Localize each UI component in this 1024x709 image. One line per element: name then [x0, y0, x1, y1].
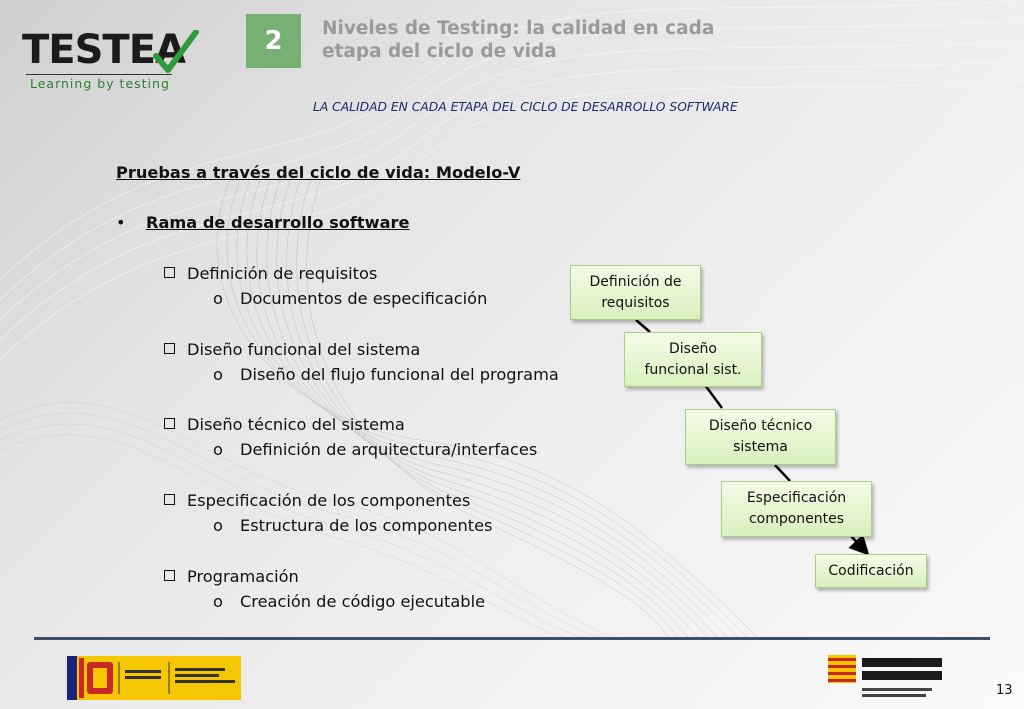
step-label-line-1: Especificación — [746, 490, 847, 506]
list-sub-item-label: Documentos de especificación — [240, 289, 488, 308]
list-sub-item — [213, 513, 492, 538]
checkbox-bullet-icon — [164, 267, 175, 278]
logo-wordmark: TESTEA — [22, 27, 185, 73]
list-sub-item-label: Creación de código ejecutable — [240, 592, 486, 611]
step-label-line-2: componentes — [748, 511, 845, 527]
checkbox-bullet-icon — [164, 570, 175, 581]
chapter-title-line-2: etapa del ciclo de vida — [322, 41, 557, 62]
list-item-label: Diseño técnico del sistema — [187, 415, 405, 434]
bullet-development-branch — [116, 210, 409, 235]
slide-subtitle: LA CALIDAD EN CADA ETAPA DEL CICLO DE DESARROLLO SOFTWARE — [313, 100, 738, 114]
step-label-line-2: requisitos — [601, 294, 670, 311]
list-sub-item — [213, 437, 537, 462]
checkbox-bullet-icon — [164, 494, 175, 505]
list-item-label: Programación — [187, 567, 299, 586]
sub-bullet-marker: o — [213, 516, 223, 535]
list-sub-item-label: Definición de arquitectura/interfaces — [240, 440, 538, 459]
gobierno-aragon-seal — [828, 655, 968, 705]
chapter-title-line-1: Niveles de Testing: la calidad en cada — [322, 18, 715, 39]
step-label-line-1: Diseño técnico — [708, 418, 813, 434]
list-item — [164, 261, 377, 286]
step-label-line-1: Definición de — [589, 273, 682, 290]
sub-bullet-marker: o — [213, 289, 223, 308]
list-item-label: Especificación de los componentes — [187, 491, 471, 510]
list-item — [164, 488, 470, 513]
list-sub-item — [213, 589, 485, 614]
list-sub-item — [213, 362, 559, 387]
step-label-line-2: sistema — [733, 439, 788, 455]
diagram-step-coding — [815, 554, 927, 588]
footer-divider — [34, 637, 990, 640]
sub-bullet-marker: o — [213, 440, 223, 459]
bullet-text: Rama de desarrollo software — [146, 213, 410, 232]
logo-divider — [26, 74, 172, 75]
list-item — [164, 337, 420, 362]
page-number: 13 — [996, 683, 1013, 698]
list-item-label: Diseño funcional del sistema — [187, 340, 421, 359]
list-sub-item — [213, 286, 487, 311]
diagram-step-component-spec — [721, 481, 872, 537]
list-item — [164, 564, 299, 589]
diagram-step-functional-design — [624, 332, 762, 387]
logo-tagline: Learning by testing — [30, 76, 170, 91]
checkbox-bullet-icon — [164, 343, 175, 354]
sub-bullet-marker: o — [213, 592, 223, 611]
chapter-title — [322, 17, 802, 63]
bullet-marker: • — [116, 213, 126, 232]
step-label-line-1: Diseño — [668, 340, 717, 357]
content-heading: Pruebas a través del ciclo de vida: Modelo-V — [116, 163, 521, 182]
testea-logo — [22, 27, 185, 94]
list-sub-item-label: Estructura de los componentes — [240, 516, 493, 535]
list-sub-item-label: Diseño del flujo funcional del programa — [240, 365, 559, 384]
list-item-label: Definición de requisitos — [187, 264, 378, 283]
chapter-number-badge: 2 — [246, 14, 301, 68]
diagram-step-requirements — [570, 265, 701, 320]
sub-bullet-marker: o — [213, 365, 223, 384]
list-item — [164, 412, 405, 437]
step-label-line-1: Codificación — [828, 562, 914, 579]
checkmark-icon — [150, 30, 200, 76]
checkbox-bullet-icon — [164, 418, 175, 429]
diagram-step-technical-design — [685, 409, 836, 465]
step-label-line-2: funcional sist. — [644, 361, 742, 378]
gobierno-espana-seal — [67, 656, 241, 700]
